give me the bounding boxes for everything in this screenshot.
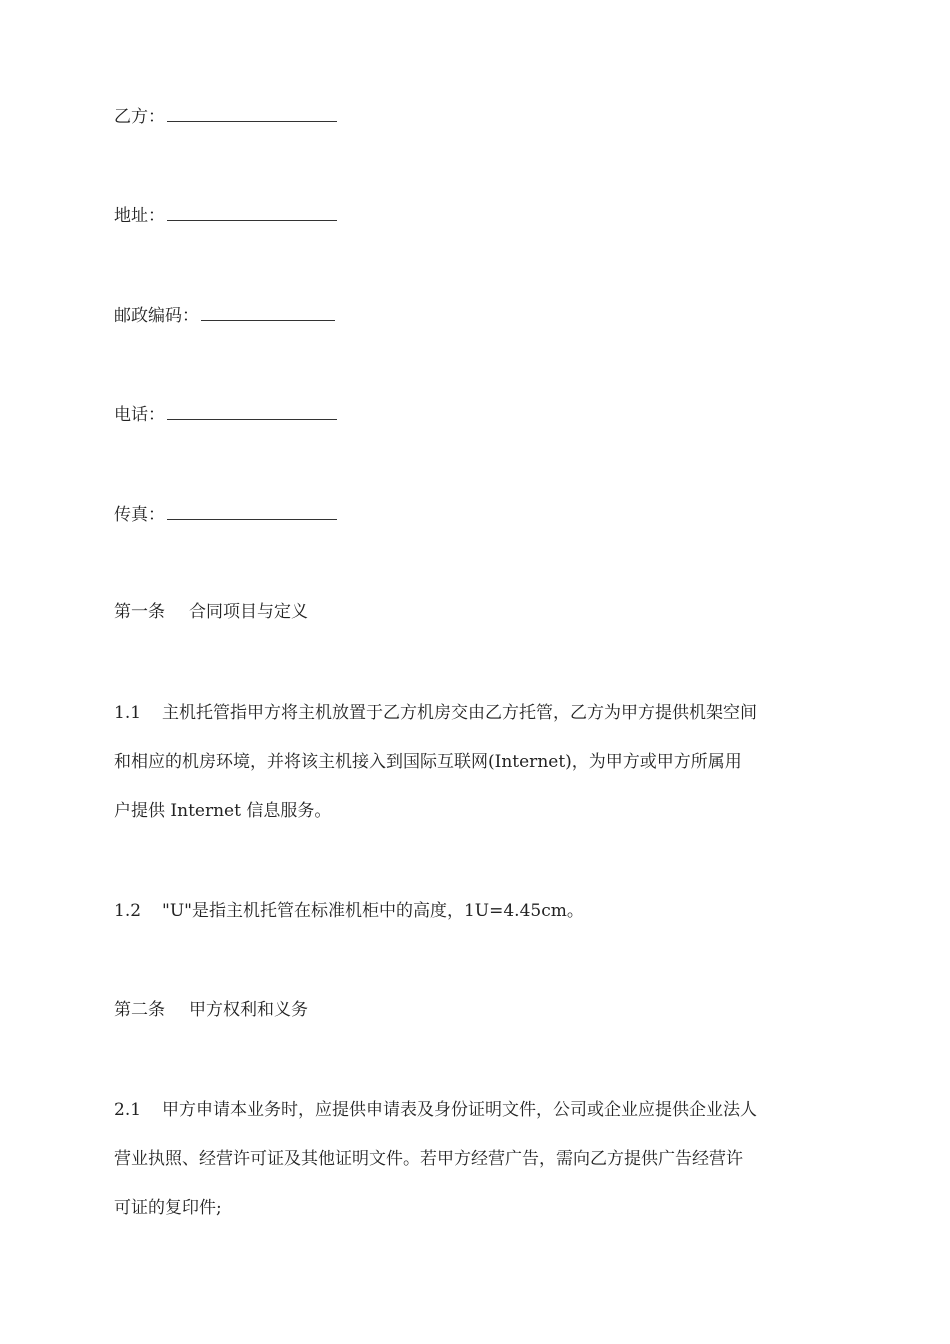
clause-1-1-text-1: 主机托管指甲方将主机放置于乙方机房交由乙方托管，乙方为甲方提供机架空间 [162,703,757,723]
clause-1-2-text: "U"是指主机托管在标准机柜中的高度，1U=4.45cm。 [162,901,584,921]
phone-label: 电话： [114,405,165,425]
party-b-blank [167,103,337,122]
postal-code-label: 邮政编码： [114,306,199,326]
clause-2-1-line-1 [114,1086,838,1135]
party-b-label: 乙方： [114,107,165,127]
clause-1-1-line-1 [114,689,838,738]
fax-label: 传真： [114,505,165,525]
party-b-field [114,103,337,129]
postal-code-field [114,302,335,328]
clause-2-1-line-2: 营业执照、经营许可证及其他证明文件。若甲方经营广告，需向乙方提供广告经营许 [114,1149,743,1169]
address-blank [167,202,337,221]
fax-blank [167,501,337,520]
clause-1-1-number: 1.1 [114,703,142,723]
section-1-number: 第一条 [114,602,165,622]
clause-2-1-line-3: 可证的复印件; [114,1198,222,1218]
clause-1-2-number: 1.2 [114,901,142,921]
clause-2-1-number: 2.1 [114,1100,142,1120]
phone-blank [167,401,337,420]
clause-2-1-text-1: 甲方申请本业务时，应提供申请表及身份证明文件，公司或企业应提供企业法人 [162,1100,757,1120]
clause-1-2-line [114,887,838,936]
address-label: 地址： [114,206,165,226]
section-2-number: 第二条 [114,1000,165,1020]
postal-code-blank [201,302,335,321]
clause-1-1-line-2: 和相应的机房环境，并将该主机接入到国际互联网(Internet)，为甲方或甲方所属用 [114,752,742,772]
clause-2-1 [114,1086,838,1233]
clause-1-1-line-3: 户提供 Internet 信息服务。 [114,801,332,821]
section-2-title: 甲方权利和义务 [189,1000,308,1020]
clause-1-2 [114,887,838,936]
section-1-title: 合同项目与定义 [189,602,308,622]
section-2-heading [114,998,308,1022]
phone-field [114,401,337,427]
section-1-heading [114,600,308,624]
fax-field [114,501,337,527]
clause-1-1 [114,689,838,836]
address-field [114,202,337,228]
